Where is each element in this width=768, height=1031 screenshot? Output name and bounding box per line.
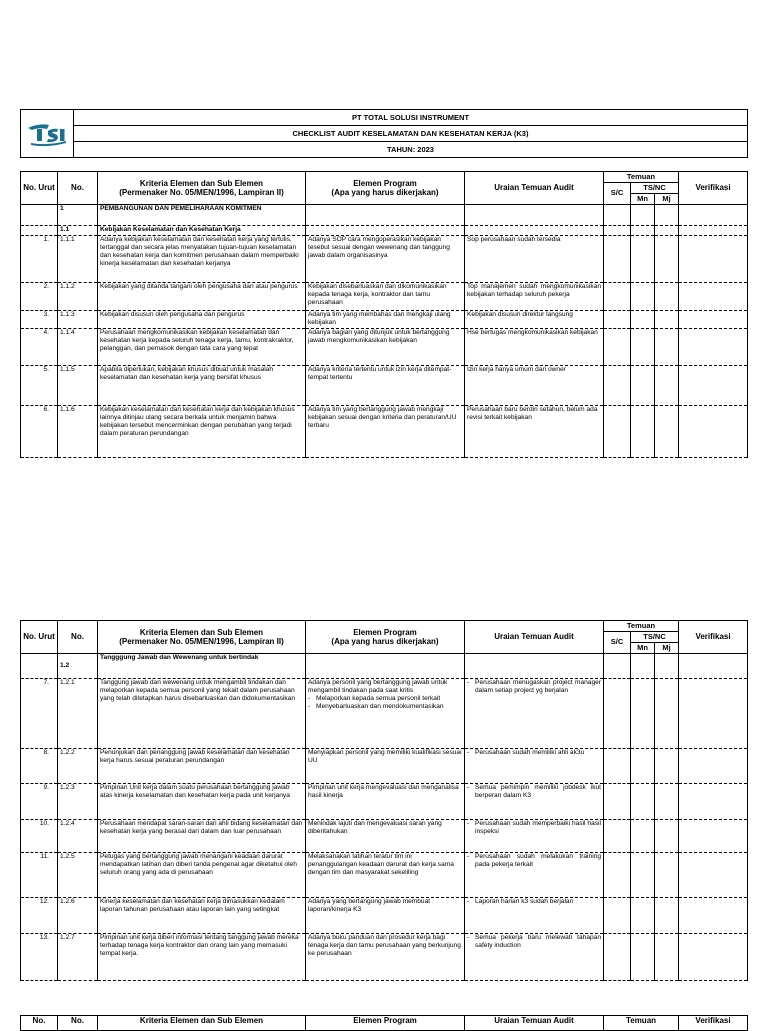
table-row: 13. 1.2.7 Pimpinan unit kerja diberi informasi tentang tanggung jawab mereka terhadap tenaga kerja kontraktor dan orang lain yang memasuki tempat kerja. Adanya buku panduan dan prosedur kerja bagi tenaga kerja dan tamu perusahaan yang berkunjung ke perusahaan - Semua pekerja baru melewati tahapan safety induction (21, 934, 748, 981)
col-verifikasi: Verifikasi (679, 1016, 748, 1031)
col-temuan: Temuan (604, 621, 679, 632)
checklist-table-1 (20, 171, 748, 458)
col-temuan: Temuan (604, 172, 679, 183)
col-mn: Mn (631, 643, 655, 654)
table-row: 2. 1.1.2 Kebijakan yang ditanda tangani oleh pengusaha dan atau pengurus Kebijakan disebarluaskan dan dikomunikasikan kepada tenaga kerja, kontraktor dan tamu perusahaan Top manajemen sudah mengkomunikasikan kebijakan terhadap seluruh pekerja (21, 283, 748, 311)
col-elemen-program: Elemen Program (Apa yang harus dikerjakan) (306, 172, 465, 205)
col-temuan: Temuan (604, 1016, 679, 1031)
list-item: - Menyebarluaskan dan mendokumentasikan (308, 703, 462, 711)
subsection-number: 1.2 (58, 654, 98, 679)
section-title: PEMBANGUNAN DAN PEMELIHARAAN KOMITMEN (98, 205, 306, 226)
col-uraian: Uraian Temuan Audit (465, 172, 604, 205)
col-tsnc: TS/NC (631, 183, 679, 194)
checklist-table-3-header (20, 1015, 748, 1031)
checklist-table-2 (20, 620, 748, 981)
col-no: No. (58, 1016, 98, 1031)
section-row (21, 205, 748, 226)
table-row: 8. 1.2.2 Penunjukan dan penanggung jawab keselamatan dan kesehatan kerja harus sesuai peraturan perundangan Menyiapkan personil yang memiliki kualifikasi sesuai UU - Perusahaan sudah memiliki ahli ak3u (21, 749, 748, 784)
col-kriteria: Kriteria Elemen dan Sub Elemen (98, 1016, 306, 1031)
col-uraian: Uraian Temuan Audit (465, 1016, 604, 1031)
col-sc: S/C (604, 183, 631, 205)
subsection-row (21, 226, 748, 236)
table-row: 12. 1.2.6 Kinerja keselamatan dan kesehatan kerja dimasukkan kedalam laporan tahunan perusahaan atau laporan lain yang setingkat Adanya yang bertangung jawab membuat laporan/kinerja K3 - Laporan harian k3 sudah berjalan (21, 898, 748, 934)
col-no-urut: No. Urut (21, 621, 58, 654)
col-uraian: Uraian Temuan Audit (465, 621, 604, 654)
col-mj: Mj (655, 643, 679, 654)
col-mj: Mj (655, 194, 679, 205)
table-row: 6. 1.1.6 Kebijakan keselamatan dan kesehatan kerja dan kebijakan khusus lainnya ditinjau ulang secara berkala untuk menjamin bahwa kebijakan tersebut mencerminkan dengan perubahan yang terjadi dalam peraturan perundangan Adanya tim yang bertanggung jawab mengkaji kebijakan sesuai dengan kriteria dan peraturan/UU terbaru Perusahaan baru berdiri setahun, belum ada revisi terkait kebijakan (21, 406, 748, 458)
tsi-logo-icon (25, 119, 69, 147)
table-row: 5. 1.1.5 Apabila diperlukan, kebijakan khusus dibuat untuk masalah keselamatan dan kesehatan kerja yang bersifat khusus Adanya kriteria tertentu untuk izin kerja ditempat-tempat tertentu Izin kerja hanya umum dari owner (21, 366, 748, 406)
col-verifikasi: Verifikasi (679, 621, 748, 654)
list-item: - Melaporkan kepada semua personil terkait (308, 695, 462, 703)
elemen-sub-list (308, 695, 462, 711)
table-row: 1. 1.1.1 Adanya kebijakan keselamatan dan kesehatan kerja yang tertulis, tertanggal dan secara jelas menyatakan tujuan-tujuan keselamatan dan kesehatan kerja dan komitmen perusahaan dalam memperbaiki kinerja keselamatan dan kesehatan kerjanya Adanya SOP cara mengoperasikan kebijakan tesebut sesuai dengan wewenang dan tanggung jawab dalam organisasinya Sop perusahaan sudah tersedia (21, 236, 748, 283)
col-verifikasi: Verifikasi (679, 172, 748, 205)
table-row: 7. 1.2.1 Tanggung jawab dan wewenang untuk mengambil tindakan dan melaporkan kepada semua personil yang tekait dalam perusahaan yang telah ditetapkan harus disebarluaskan dan didokumentasikan Adanya personil yang bertanggung jawab untuk mengambil tindakan pada saat kritis - Melaporkan kepada semua personil terkait - Menyebarluaskan dan mendokumentasikan - Perusahaan menugaskan project manager dalam setiap project yg berjalan (21, 679, 748, 749)
subsection-title: Tangggung Jawab dan Wewenang untuk bertindak (98, 654, 306, 679)
table-row: 4. 1.1.4 Perusahaan mengkomunikasikan kebijakan keselamatan dan kesehatan kerja kepada seluruh tenaga kerja, tamu, kontrakraktor, pelanggan, dan pemasok dengan tata cara yang tepat Adanya bagian yang ditunjuk untuk bertanggung jawab mengkomunikasikan kebijakan Hse bertugas mengkomunikasikan kebijakan (21, 329, 748, 366)
col-no-urut: No. Urut (21, 172, 58, 205)
document-title: CHECKLIST AUDIT KESELAMATAN DAN KESEHATAN KERJA (K3) (74, 126, 748, 142)
subsection-row (21, 654, 748, 679)
col-mn: Mn (631, 194, 655, 205)
table-row: 3. 1.1.3 Kebijakan disusun oleh pengusaha dan pengurus Adanya tim yang membahas dan mengkaji ulang kebijakan Kebijakan disusun direktur langsung (21, 311, 748, 329)
table-row: 10. 1.2.4 Perusahaan mendapat saran-saran dari ahli bidang keselamatan dan kesehatan kerja yang berasal dari dalam dan luar perusahaan Menindak lajuti dan mengevaluasi saran yang diberitahukan - Perusahaan sudah memperbaiki hasil hasil inspeksi (21, 820, 748, 853)
col-no: No. (58, 172, 98, 205)
col-sc: S/C (604, 632, 631, 654)
section-number: 1 (58, 205, 98, 226)
document-year: TAHUN: 2023 (74, 142, 748, 158)
col-kriteria: Kriteria Elemen dan Sub Elemen (Permenaker No. 05/MEN/1996, Lampiran II) (98, 172, 306, 205)
col-tsnc: TS/NC (631, 632, 679, 643)
col-no: No. (58, 621, 98, 654)
table-row: 9. 1.2.3 Pimpinan Unit kerja dalam suatu perusahaan bertanggung jawab atas kinerja keselamatan dan kesehatan kerja pada unit kerjanya Pimpinan unit kerja mengevaluasi dan menganalisa hasil kinerja - Semua pemimpin memiliki jobdesk ikut berperan dalam K3 (21, 784, 748, 820)
table-row: 11. 1.2.5 Petugas yang bertanggung jawab menangani keadaan darurat mendapatkan latihan dan diberi tanda pengenal agar diketahui oleh seluruh orang yang ada di perusahaan Melaksanakan latihan teratur tim ini penanggulangan keadaan darurat dan kerja sama dengan tim dan masyarakat sekeliling - Perusahaan sudah melakukan training pada pekerja terkait (21, 853, 748, 898)
subsection-title: Kebijakan Keselamatan dan Kesehatan Kerja (98, 226, 306, 236)
company-name: PT TOTAL SOLUSI INSTRUMENT (74, 110, 748, 126)
subsection-number: 1.1 (58, 226, 98, 236)
col-no-urut: No. (21, 1016, 58, 1031)
document-header (20, 109, 748, 158)
col-kriteria: Kriteria Elemen dan Sub Elemen (Permenaker No. 05/MEN/1996, Lampiran II) (98, 621, 306, 654)
col-elemen-program: Elemen Program (306, 1016, 465, 1031)
company-logo (21, 110, 74, 158)
col-elemen-program: Elemen Program (Apa yang harus dikerjakan) (306, 621, 465, 654)
